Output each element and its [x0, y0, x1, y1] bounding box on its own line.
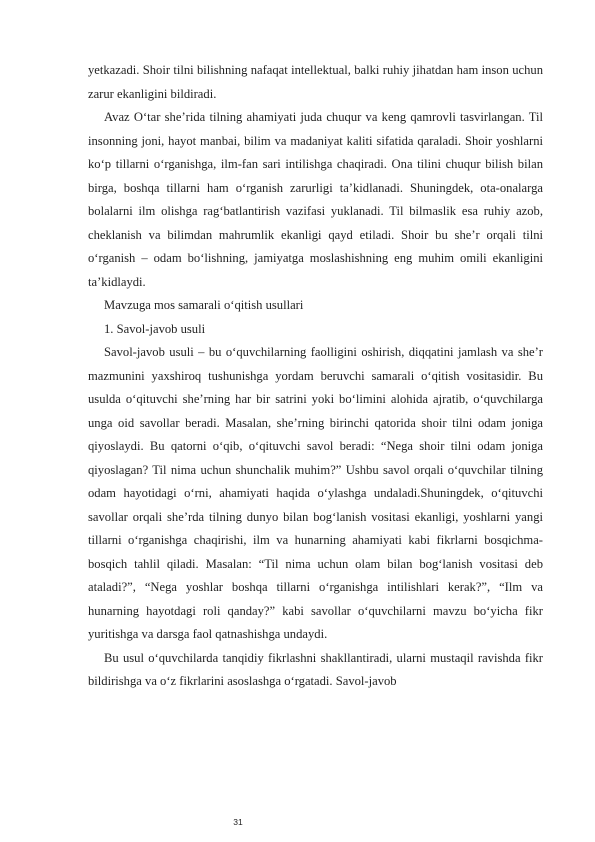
paragraph-critical-thinking: Bu usul o‘quvchilarda tanqidiy fikrlashni shakllantiradi, ularni mustaqil ravishda fikr bildirishga va o‘z fikrlarini asoslashga o‘rgatadi. Savol-javob — [88, 650, 543, 688]
paragraph-continuation: yetkazadi. Shoir tilni bilishning nafaqat intellektual, balki ruhiy jihatdan ham inson uchun zarur ekanligini bildiradi. — [88, 63, 543, 101]
section-heading-teaching-methods: Mavzuga mos samarali o‘qitish usullari — [104, 298, 304, 312]
page-number: 31 — [233, 817, 243, 827]
subheading-question-answer-method: 1. Savol-javob usuli — [104, 321, 206, 336]
paragraph-avaz-otar-poem: Avaz O‘tar she’rida tilning ahamiyati juda chuqur va keng qamrovli tasvirlangan. Til insonning joni, hayot manbai, bilim va madaniyat kaliti sifatida qaraladi. Shoir yoshlarni ko‘p tillarni o‘rganishga, ilm-fan sari intilishga chaqiradi. Ona tilini chuqur bilish bilan birga, boshqa tillarni ham o‘rganish zarurligi ta’kidlanadi. Shuningdek, ota-onalarga bolalarni ilm olishga rag‘batlantirish vazifasi yuklanadi. Til bilmaslik esa ruhiy azob, cheklanish va bilimdan mahrumlik ekanligi qayd etiladi. Shoir bu she’r orqali tilni o‘rganish – odam bo‘lishning, jamiyatga moslashishning eng muhim omili ekanligini ta’kidlaydi. — [88, 110, 543, 289]
document-body — [88, 59, 543, 694]
paragraph-question-answer-description: Savol-javob usuli – bu o‘quvchilarning faolligini oshirish, diqqatini jamlash va she’r mazmunini yaxshiroq tushunishga yordam beruvchi samarali o‘qitish vositasidir. Bu usulda o‘qituvchi she’rning har bir satrini yoki bo‘limini alohida ajratib, o‘quvchilarga unga oid savollar beradi. Masalan, she’rning birinchi qatorida shoir tilni odam joniga qiyoslaydi. Bu qatorni o‘qib, o‘qituvchi savol beradi: “Nega shoir tilni odam joniga qiyoslagan? Til nima uchun shunchalik muhim?” Ushbu savol orqali o‘quvchilar tilning odam hayotidagi o‘rni, ahamiyati haqida o‘ylashga undaladi.Shuningdek, o‘qituvchi savollar orqali she’rda tilning dunyo bilan bog‘lanish vositasi ekanligi, yoshlarni yangi tillarni o‘rganishga chaqirishi, ilm va hunarning ahamiyati kabi fikrlarni bosqichma-bosqich tahlil qiladi. Masalan: “Til nima uchun olam bilan bog‘lanish vositasi deb ataladi?”, “Nega yoshlar boshqa tillarni o‘rganishga intilishlari kerak?”, “Ilm va hunarning hayotdagi roli qanday?” kabi savollar o‘quvchilarni mavzu bo‘yicha fikr yuritishga va darsga faol qatnashishga undaydi. — [88, 345, 543, 641]
